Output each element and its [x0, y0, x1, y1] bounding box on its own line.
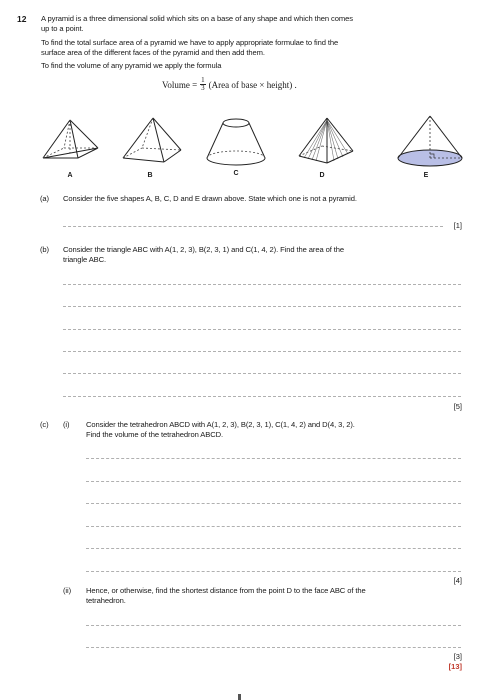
answer-line[interactable]	[86, 571, 461, 572]
part-c-ii-label: (ii)	[63, 586, 72, 595]
volume-formula	[162, 77, 297, 92]
answer-line[interactable]	[86, 548, 461, 549]
answer-line[interactable]	[63, 373, 461, 374]
part-c-ii-line-2: tetrahedron.	[86, 596, 126, 605]
part-c-i-line-1: Consider the tetrahedron ABCD with A(1, 2, 3), B(2, 3, 1), C(1, 4, 2) and D(4, 3, 2).	[86, 420, 355, 429]
shape-label-d: D	[319, 172, 325, 179]
part-b-line-1: Consider the triangle ABC with A(1, 2, 3), B(2, 3, 1) and C(1, 4, 2). Find the area of the	[63, 245, 344, 254]
shape-label-b: B	[147, 172, 153, 179]
answer-line[interactable]	[63, 226, 443, 227]
formula-fraction	[200, 77, 206, 92]
part-a-text: Consider the five shapes A, B, C, D and E drawn above. State which one is not a pyramid.	[63, 194, 357, 203]
shape-label-a: A	[67, 172, 73, 179]
intro-line-1: A pyramid is a three dimensional solid which sits on a base of any shape and which then comes	[41, 14, 353, 23]
answer-line[interactable]	[63, 329, 461, 330]
shape-label-c: C	[233, 170, 239, 177]
shape-c-frustum	[203, 114, 269, 170]
shape-a-square-pyramid	[40, 118, 102, 168]
shape-d-shaded-pyramid	[294, 116, 356, 168]
intro-line-3: To find the total surface area of a pyramid we have to apply appropriate formulae to find the	[41, 38, 339, 47]
part-b-line-2: triangle ABC.	[63, 255, 107, 264]
shape-b-square-pyramid	[120, 116, 184, 168]
intro-line-5: To find the volume of any pyramid we apply the formula	[41, 61, 222, 70]
answer-line[interactable]	[86, 625, 461, 626]
part-c-i-line-2: Find the volume of the tetrahedron ABCD.	[86, 430, 223, 439]
part-c-i-label: (i)	[63, 420, 70, 429]
answer-line[interactable]	[86, 458, 461, 459]
formula-numerator: 1	[201, 76, 205, 84]
answer-line[interactable]	[86, 526, 461, 527]
part-c-i-marks: [4]	[453, 576, 462, 585]
question-number: 12	[17, 14, 27, 24]
answer-line[interactable]	[63, 396, 461, 397]
part-b-marks: [5]	[453, 402, 462, 411]
shape-label-e: E	[423, 172, 429, 179]
intro-line-2: up to a point.	[41, 24, 84, 33]
formula-rhs: (Area of base × height) .	[208, 79, 297, 90]
page-edge-mark	[238, 694, 241, 700]
part-c-ii-marks: [3]	[453, 652, 462, 661]
part-c-ii-line-1: Hence, or otherwise, find the shortest distance from the point D to the face ABC of the	[86, 586, 366, 595]
answer-line[interactable]	[86, 503, 461, 504]
answer-line[interactable]	[86, 647, 461, 648]
answer-line[interactable]	[63, 284, 461, 285]
part-a-marks: [1]	[453, 221, 462, 230]
answer-line[interactable]	[63, 306, 461, 307]
answer-line[interactable]	[86, 481, 461, 482]
answer-line[interactable]	[63, 351, 461, 352]
part-b-label: (b)	[40, 245, 49, 254]
total-marks: [13]	[448, 662, 462, 671]
intro-line-4: surface area of the different faces of the pyramid and then add them.	[41, 48, 265, 57]
formula-denominator: 3	[201, 84, 205, 92]
part-a-label: (a)	[40, 194, 49, 203]
formula-lhs: Volume =	[162, 79, 198, 90]
shape-e-cone	[394, 114, 466, 170]
part-c-label: (c)	[40, 420, 49, 429]
